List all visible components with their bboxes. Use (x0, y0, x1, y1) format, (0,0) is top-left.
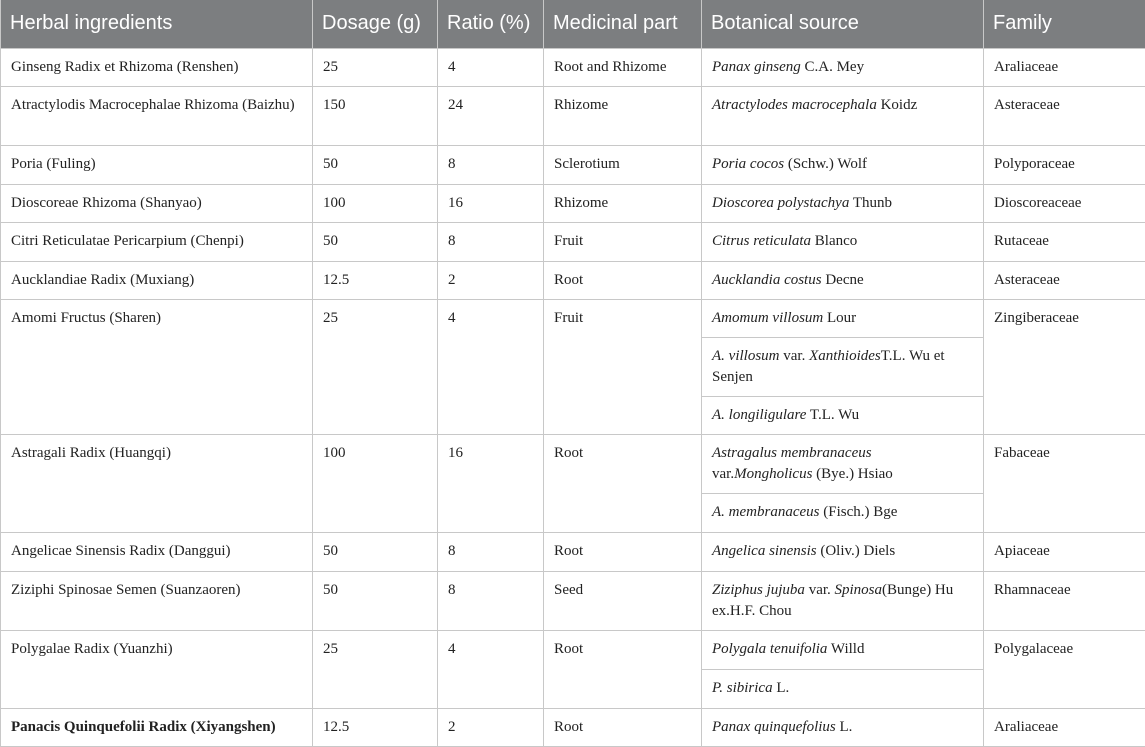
botanical-source-cell (702, 396, 984, 434)
ratio-cell: 4 (438, 48, 544, 86)
authority-text: L. (772, 679, 790, 696)
authority-text: Thunb (849, 194, 892, 211)
botanical-source-cell (702, 145, 984, 184)
ratio-cell: 16 (438, 434, 544, 532)
family-cell: Araliaceae (984, 48, 1145, 86)
ingredient-cell: Polygalae Radix (Yuanzhi) (1, 630, 313, 708)
species-name: Panax quinquefolius (712, 718, 836, 735)
medicinal-part-cell: Rhizome (544, 86, 702, 145)
species-name: P. sibirica (712, 679, 773, 696)
dosage-cell: 100 (313, 184, 438, 222)
species-name: A. longiligulare (712, 406, 807, 423)
botanical-source-cell (702, 337, 984, 396)
dosage-cell: 50 (313, 145, 438, 184)
authority-text: (Bye.) Hsiao (812, 465, 893, 482)
header-row (1, 0, 1145, 48)
table-row (1, 708, 1145, 746)
authority-text: L. (835, 718, 853, 735)
ratio-cell: 8 (438, 571, 544, 630)
family-cell: Asteraceae (984, 86, 1145, 145)
authority-text: Koidz (876, 96, 918, 113)
ratio-cell: 16 (438, 184, 544, 222)
dosage-cell: 50 (313, 222, 438, 261)
family-cell: Araliaceae (984, 708, 1145, 746)
botanical-source-cell (702, 708, 984, 746)
botanical-source-cell (702, 532, 984, 571)
authority-text: (Bunge) Hu ex.H.F. Chou (712, 581, 954, 619)
header-dosage: Dosage (g) (313, 0, 438, 48)
species-name: Poria cocos (712, 155, 785, 172)
botanical-source-cell (702, 493, 984, 532)
species-name: Xanthioides (809, 347, 881, 364)
ratio-cell: 4 (438, 299, 544, 434)
botanical-source-cell (702, 261, 984, 299)
medicinal-part-cell: Fruit (544, 222, 702, 261)
header-botanical-source: Botanical source (702, 0, 984, 48)
table-row (1, 222, 1145, 261)
ingredient-cell: Atractylodis Macrocephalae Rhizoma (Baizhu) (1, 86, 313, 145)
species-name: Polygala tenuifolia (712, 640, 828, 657)
family-cell: Rhamnaceae (984, 571, 1145, 630)
authority-text: C.A. Mey (800, 58, 865, 75)
family-cell: Rutaceae (984, 222, 1145, 261)
species-name: Amomum villosum (712, 309, 824, 326)
ingredient-cell: Poria (Fuling) (1, 145, 313, 184)
dosage-cell: 25 (313, 299, 438, 434)
authority-text: T.L. Wu et Senjen (712, 347, 945, 385)
species-name: Atractylodes macrocephala (712, 96, 877, 113)
botanical-source-cell (702, 48, 984, 86)
medicinal-part-cell: Rhizome (544, 184, 702, 222)
header-herbal-ingredients: Herbal ingredients (1, 0, 313, 48)
ratio-cell: 8 (438, 532, 544, 571)
medicinal-part-cell: Sclerotium (544, 145, 702, 184)
authority-text: Decne (821, 271, 864, 288)
dosage-cell: 25 (313, 48, 438, 86)
species-name: Citrus reticulata (712, 232, 812, 249)
header-medicinal-part: Medicinal part (544, 0, 702, 48)
medicinal-part-cell: Root and Rhizome (544, 48, 702, 86)
family-cell: Asteraceae (984, 261, 1145, 299)
dosage-cell: 25 (313, 630, 438, 708)
table-body (1, 48, 1145, 746)
species-name: Astragalus membranaceus (712, 444, 872, 461)
ingredient-cell: Amomi Fructus (Sharen) (1, 299, 313, 434)
authority-text: Willd (827, 640, 865, 657)
medicinal-part-cell: Root (544, 532, 702, 571)
botanical-source-cell (702, 86, 984, 145)
ratio-cell: 4 (438, 630, 544, 708)
ingredient-cell: Angelicae Sinensis Radix (Danggui) (1, 532, 313, 571)
authority-text: T.L. Wu (806, 406, 860, 423)
botanical-source-cell (702, 669, 984, 708)
species-name: Spinosa (834, 581, 883, 598)
authority-text: Lour (823, 309, 857, 326)
dosage-cell: 100 (313, 434, 438, 532)
species-name: Angelica sinensis (712, 542, 817, 559)
table-row (1, 48, 1145, 86)
medicinal-part-cell: Root (544, 708, 702, 746)
dosage-cell: 150 (313, 86, 438, 145)
family-cell: Apiaceae (984, 532, 1145, 571)
family-cell: Polygalaceae (984, 630, 1145, 708)
dosage-cell: 50 (313, 571, 438, 630)
medicinal-part-cell: Seed (544, 571, 702, 630)
table-row (1, 532, 1145, 571)
ingredient-cell: Ziziphi Spinosae Semen (Suanzaoren) (1, 571, 313, 630)
authority-text: Blanco (811, 232, 858, 249)
authority-text: var. (804, 581, 835, 598)
family-cell: Zingiberaceae (984, 299, 1145, 434)
botanical-source-cell (702, 571, 984, 630)
table-row (1, 145, 1145, 184)
authority-text: (Fisch.) Bge (819, 503, 898, 520)
header-ratio: Ratio (%) (438, 0, 544, 48)
dosage-cell: 12.5 (313, 708, 438, 746)
species-name: Dioscorea polystachya (712, 194, 850, 211)
ratio-cell: 2 (438, 261, 544, 299)
ratio-cell: 8 (438, 222, 544, 261)
medicinal-part-cell: Fruit (544, 299, 702, 434)
species-name: Aucklandia costus (712, 271, 822, 288)
ratio-cell: 24 (438, 86, 544, 145)
ratio-cell: 8 (438, 145, 544, 184)
medicinal-part-cell: Root (544, 434, 702, 532)
header-family: Family (984, 0, 1145, 48)
species-name: Ziziphus jujuba (712, 581, 805, 598)
family-cell: Fabaceae (984, 434, 1145, 532)
ingredient-cell: Aucklandiae Radix (Muxiang) (1, 261, 313, 299)
species-name: Mongholicus (734, 465, 813, 482)
botanical-source-cell (702, 299, 984, 337)
species-name: A. membranaceus (712, 503, 820, 520)
table-row (1, 184, 1145, 222)
dosage-cell: 50 (313, 532, 438, 571)
family-cell: Polyporaceae (984, 145, 1145, 184)
authority-text: (Schw.) Wolf (784, 155, 868, 172)
ingredient-cell: Dioscoreae Rhizoma (Shanyao) (1, 184, 313, 222)
botanical-source-cell (702, 184, 984, 222)
authority-text: var. (712, 465, 735, 482)
dosage-cell: 12.5 (313, 261, 438, 299)
table-row (1, 630, 1145, 669)
botanical-source-cell (702, 222, 984, 261)
botanical-source-cell (702, 630, 984, 669)
species-name: Panax ginseng (712, 58, 801, 75)
ingredient-cell: Citri Reticulatae Pericarpium (Chenpi) (1, 222, 313, 261)
family-cell: Dioscoreaceae (984, 184, 1145, 222)
table-row (1, 86, 1145, 145)
medicinal-part-cell: Root (544, 261, 702, 299)
table-row (1, 434, 1145, 493)
ratio-cell: 2 (438, 708, 544, 746)
botanical-source-cell (702, 434, 984, 493)
ingredient-cell: Ginseng Radix et Rhizoma (Renshen) (1, 48, 313, 86)
table-header (1, 0, 1145, 48)
authority-text: var. (779, 347, 810, 364)
table-row (1, 261, 1145, 299)
species-name: A. villosum (712, 347, 780, 364)
table-row (1, 299, 1145, 337)
ingredient-cell: Astragali Radix (Huangqi) (1, 434, 313, 532)
table-row (1, 571, 1145, 630)
ingredient-cell: Panacis Quinquefolii Radix (Xiyangshen) (1, 708, 313, 746)
medicinal-part-cell: Root (544, 630, 702, 708)
authority-text: (Oliv.) Diels (816, 542, 896, 559)
